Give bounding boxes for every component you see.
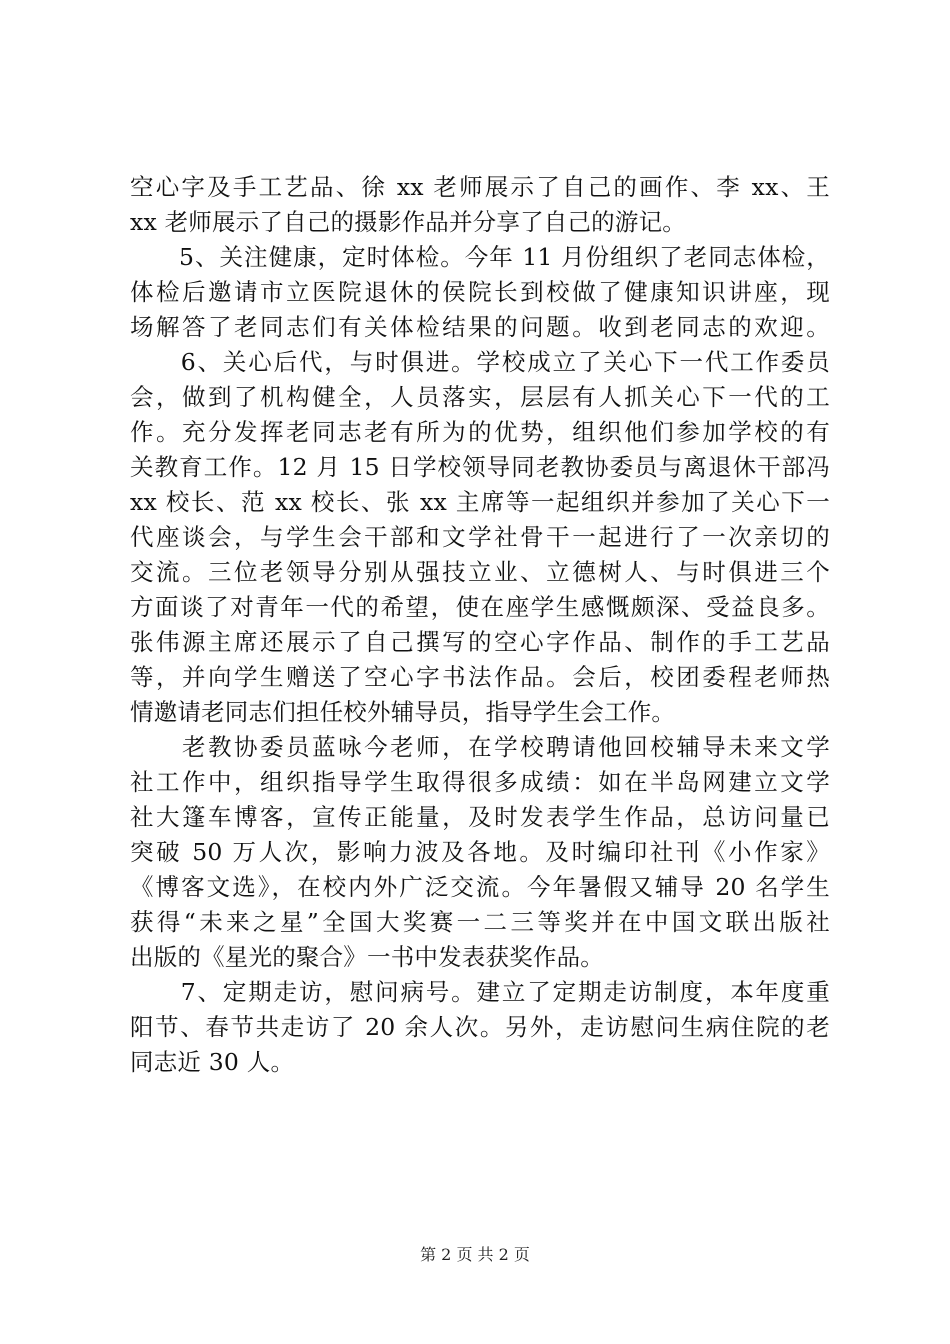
text-line-17: 老教协委员蓝咏今老师，在学校聘请他回校辅导未来文学 (130, 733, 830, 761)
text-line-12: 交流。三位老领导分别从强技立业、立德树人、与时俱进三个 (130, 558, 830, 586)
text-line-25: 阳节、春节共走访了 20 余人次。另外，走访慰问生病住院的老 (130, 1013, 830, 1041)
text-line-3: 5、关注健康，定时体检。今年 11 月份组织了老同志体检， (130, 243, 830, 271)
text-line-16: 情邀请老同志们担任校外辅导员，指导学生会工作。 (130, 698, 676, 726)
text-line-4: 体检后邀请市立医院退休的侯院长到校做了健康知识讲座，现 (130, 278, 830, 306)
text-line-10: xx 校长、范 xx 校长、张 xx 主席等一起组织并参加了关心下一 (130, 488, 830, 516)
text-line-7: 会，做到了机构健全，人员落实，层层有人抓关心下一代的工 (130, 383, 830, 411)
text-line-11: 代座谈会，与学生会干部和文学社骨干一起进行了一次亲切的 (130, 523, 830, 551)
text-line-20: 突破 50 万人次，影响力波及各地。及时编印社刊《小作家》 (130, 838, 830, 866)
text-line-19: 社大篷车博客，宣传正能量，及时发表学生作品，总访问量已 (130, 803, 830, 831)
text-line-6: 6、关心后代，与时俱进。学校成立了关心下一代工作委员 (130, 348, 830, 376)
text-line-8: 作。充分发挥老同志老有所为的优势，组织他们参加学校的有 (130, 418, 830, 446)
page-footer (0, 1245, 950, 1265)
text-line-18: 社工作中，组织指导学生取得很多成绩：如在半岛网建立文学 (130, 768, 830, 796)
text-line-5: 场解答了老同志们有关体检结果的问题。收到老同志的欢迎。 (130, 313, 830, 341)
page-number-label: 第 2 页 共 2 页 (420, 1245, 530, 1264)
text-line-2: xx 老师展示了自己的摄影作品并分享了自己的游记。 (130, 208, 686, 236)
text-line-23: 出版的《星光的聚合》一书中发表获奖作品。 (130, 943, 604, 971)
document-body (130, 170, 830, 1080)
text-line-13: 方面谈了对青年一代的希望，使在座学生感慨颇深、受益良多。 (130, 593, 830, 621)
text-line-26: 同志近 30 人。 (130, 1048, 295, 1076)
text-line-15: 等，并向学生赠送了空心字书法作品。会后，校团委程老师热 (130, 663, 830, 691)
text-line-1: 空心字及手工艺品、徐 xx 老师展示了自己的画作、李 xx、王 (130, 173, 830, 201)
text-line-9: 关教育工作。12 月 15 日学校领导同老教协委员与离退休干部冯 (130, 453, 830, 481)
text-line-14: 张伟源主席还展示了自己撰写的空心字作品、制作的手工艺品 (130, 628, 830, 656)
text-line-24: 7、定期走访，慰问病号。建立了定期走访制度，本年度重 (130, 978, 830, 1006)
text-line-21: 《博客文选》，在校内外广泛交流。今年暑假又辅导 20 名学生 (130, 873, 830, 901)
text-line-22: 获得“未来之星”全国大奖赛一二三等奖并在中国文联出版社 (130, 908, 830, 936)
